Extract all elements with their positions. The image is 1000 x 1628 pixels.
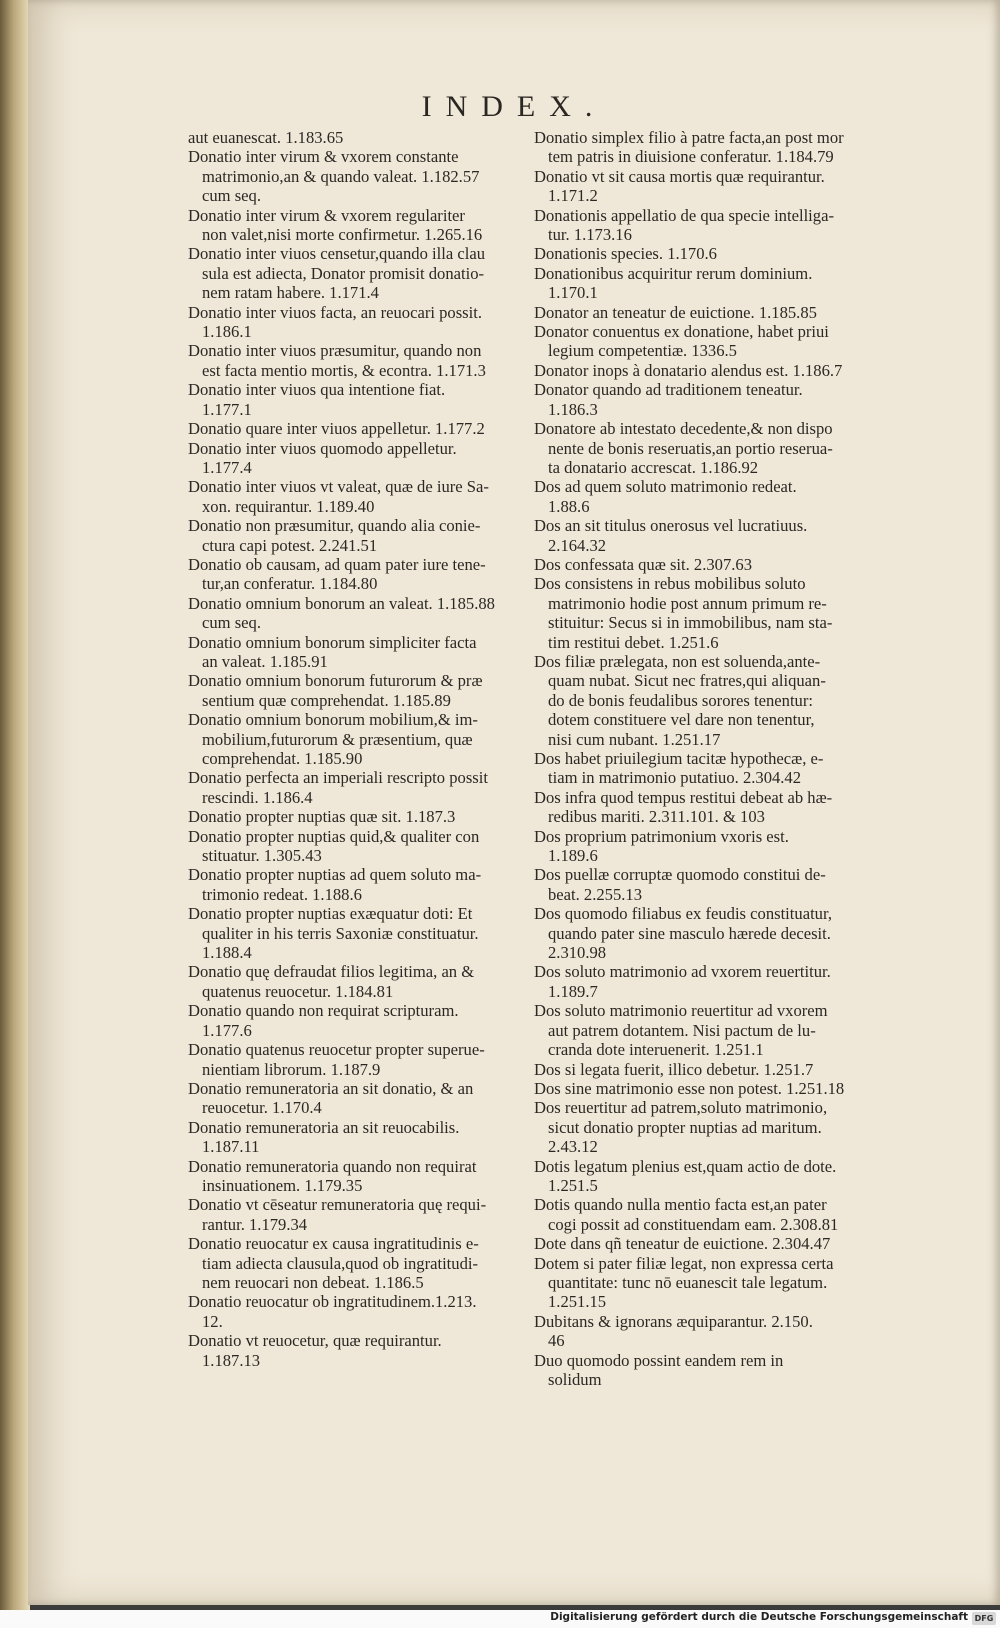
index-entry-line: Donatio omnium bonorum mobilium,& im- [188,710,478,730]
index-entry-line: quantitate: tunc nō euanescit tale legatum. [548,1272,828,1292]
index-entry-line: stituatur. 1.305.43 [202,846,322,866]
index-entry-line: redibus mariti. 2.311.101. & 103 [548,807,765,827]
index-entry-line: tur. 1.173.16 [548,225,632,245]
index-entry-line: Donatio inter viuos præsumitur, quando non [188,341,482,361]
index-entry-line: Donatio ob causam, ad quam pater iure tene- [188,554,486,574]
index-entry-line: 2.164.32 [548,535,607,555]
index-entry-line: Donatio remuneratoria an sit donatio, & an [188,1078,474,1098]
index-entry-line: Donator an teneatur de euictione. 1.185.85 [534,302,817,322]
index-entry-line: qualiter in his terris Saxoniæ constituatur. [202,923,479,943]
index-entry-line: Dos confessata quæ sit. 2.307.63 [534,554,753,574]
index-entry-line: Dos soluto matrimonio ad vxorem reuertitur. [534,962,831,982]
index-entry [534,962,914,1001]
index-entry-line: Donator quando ad traditionem teneatur. [534,380,803,400]
index-entry [188,1157,550,1196]
index-entry-line: nientiam librorum. 1.187.9 [202,1059,381,1079]
index-entry-line: Donatio propter nuptias exæquatur doti: Et [188,904,473,924]
index-entry-line: Donatio inter viuos quomodo appelletur. [188,438,457,458]
index-entry-line: 1.186.3 [548,399,598,419]
index-entry [188,827,550,866]
index-entry-line: quam nubat. Sicut nec fratres,qui aliquan- [548,671,826,691]
index-entry-line: quando pater sine masculo hærede decesit. [548,923,831,943]
index-entry-line: nem ratam habere. 1.171.4 [202,283,379,303]
index-entry-line: 1.188.4 [202,943,252,963]
index-entry [188,865,550,904]
index-entry-line: 1.251.15 [548,1292,607,1312]
index-entry [188,768,550,807]
index-entry [534,264,914,303]
index-entry-line: Donatio propter nuptias ad quem soluto ma- [188,865,482,885]
index-entry [188,807,550,826]
index-entry-line: Donatio inter viuos censetur,quando illa clau [188,244,486,264]
index-entry [534,477,914,516]
index-entry-line: xon. requirantur. 1.189.40 [202,496,375,516]
index-entry-line: Dotis legatum plenius est,quam actio de dote. [534,1156,837,1176]
index-entry-line: 1.177.6 [202,1020,252,1040]
index-entry-line: non valet,nisi morte confirmetur. 1.265.16 [202,225,483,245]
index-entry [534,1312,914,1351]
index-entry-line: matrimonio,an & quando valeat. 1.182.57 [202,166,480,186]
index-entry [188,206,550,245]
dfg-logo: DFG [972,1612,996,1625]
index-entry [534,244,914,263]
index-entry-line: rescindi. 1.186.4 [202,787,313,807]
index-entry-line: matrimonio hodie post annum primum re- [548,593,827,613]
index-entry-line: 1.187.11 [202,1137,260,1157]
index-entry [534,322,914,361]
index-entry [534,865,914,904]
index-entry-line: tim restitui debet. 1.251.6 [548,632,719,652]
index-column-left [188,128,550,1370]
index-entry [188,1079,550,1118]
index-entry-line: Donatio omnium bonorum simpliciter facta [188,632,477,652]
index-entry-line: aut patrem dotantem. Nisi pactum de lu- [548,1020,816,1040]
index-entry-line: Donatio omnium bonorum futurorum & præ [188,671,483,691]
index-entry-line: Donatio inter virum & vxorem constante [188,147,459,167]
index-entry-line: Dos sine matrimonio esse non potest. 1.251.18 [534,1078,845,1098]
index-entry [188,594,550,633]
index-entry [534,1234,914,1253]
index-entry [534,1001,914,1059]
index-entry [534,361,914,380]
index-entry-line: mobilium,futurorum & præsentium, quæ [202,729,473,749]
index-entry-line: 1.177.1 [202,399,252,419]
index-entry [188,147,550,205]
index-entry-line: Donatio omnium bonorum an valeat. 1.185.88 [188,593,495,613]
index-entry-line: Dos soluto matrimonio reuertitur ad vxorem [534,1001,828,1021]
index-entry [188,633,550,672]
index-entry [188,341,550,380]
index-entry-line: tur,an conferatur. 1.184.80 [202,574,378,594]
index-entry [188,1001,550,1040]
index-entry-line: 1.88.6 [548,496,590,516]
index-entry-line: Donatio reuocatur ob ingratitudinem.1.213. [188,1292,477,1312]
index-entry-line: Donationis species. 1.170.6 [534,244,717,264]
index-entry-line: stituitur: Secus si in immobilibus, nam sta- [548,613,833,633]
index-entry-line: Donator inops à donatario alendus est. 1.186.7 [534,360,843,380]
index-entry-line: Donatore ab intestato decedente,& non dispo [534,419,833,439]
index-entry-line: Donatio quę defraudat filios legitima, an & [188,962,475,982]
index-entry [188,380,550,419]
index-entry [534,380,914,419]
index-entry [188,1234,550,1292]
index-entry-line: 1.170.1 [548,283,598,303]
index-entry [534,555,914,574]
index-entry [188,516,550,555]
index-entry-line: Donatio vt cēseatur remuneratoria quę requi- [188,1195,487,1215]
index-entry-line: quatenus reuocetur. 1.184.81 [202,981,394,1001]
index-entry-line: tiam adiecta clausula,quod ob ingratitudi- [202,1253,479,1273]
index-entry-line: tem patris in diuisione conferatur. 1.184.79 [548,147,834,167]
index-entry-line: Donatio inter viuos facta, an reuocari possit. [188,302,482,322]
index-entry-line: ta donatario accrescat. 1.186.92 [548,457,759,477]
index-entry-line: Dos consistens in rebus mobilibus soluto [534,574,806,594]
index-entry-line: cum seq. [202,186,261,206]
index-entry-line: Dotis quando nulla mentio facta est,an pater [534,1195,827,1215]
index-entry-line: cogi possit ad constituendam eam. 2.308.81 [548,1214,839,1234]
index-entry-line: dotem constituere vel dare non tenentur, [548,710,815,730]
index-entry-line: legium competentiæ. 1336.5 [548,341,737,361]
index-entry [534,1079,914,1098]
index-entry-line: ctura capi potest. 2.241.51 [202,535,378,555]
index-entry [188,128,550,147]
index-entry-line: 1.177.4 [202,457,252,477]
index-entry-line: Donationibus acquiritur rerum dominium. [534,263,813,283]
index-entry-line: nem reuocari non debeat. 1.186.5 [202,1272,424,1292]
index-entry-line: Dos proprium patrimonium vxoris est. [534,826,789,846]
index-entry-line: do de bonis feudalibus sorores tenentur: [548,690,813,710]
index-entry [188,419,550,438]
index-entry-line: tiam in matrimonio putatiuo. 2.304.42 [548,768,802,788]
index-entry-line: 46 [548,1331,565,1351]
index-entry-line: Dos filiæ prælegata, non est soluenda,ante- [534,651,821,671]
index-entry-line: Dos ad quem soluto matrimonio redeat. [534,477,797,497]
index-entry [534,167,914,206]
index-entry-line: Donatio non præsumitur, quando alia conie- [188,516,481,536]
index-entry-line: 1.189.6 [548,846,598,866]
index-entry [188,1118,550,1157]
index-entry-line: Donatio vt reuocetur, quæ requirantur. [188,1331,442,1351]
book-edge [0,0,30,1610]
index-entry [188,555,550,594]
index-entry-line: nisi cum nubant. 1.251.17 [548,729,721,749]
index-entry-line: 1.187.13 [202,1350,261,1370]
footer-credit: Digitalisierung gefördert durch die Deutsche Forschungsgemeinschaft [550,1611,968,1623]
index-entry-line: cum seq. [202,613,261,633]
index-entry-line: 12. [202,1311,223,1331]
index-entry-line: Donatio inter viuos vt valeat, quæ de iure Sa- [188,477,489,497]
index-entry-line: est facta mentio mortis, & econtra. 1.171.3 [202,360,486,380]
index-entry-line: Donatio vt sit causa mortis quæ requirantur. [534,166,825,186]
index-entry-line: Dote dans qñ teneatur de euictione. 2.304.47 [534,1234,831,1254]
index-entry-line: Donatio propter nuptias quid,& qualiter con [188,826,480,846]
index-entry [188,1040,550,1079]
index-entry-line: 1.251.5 [548,1175,598,1195]
index-column-right [534,128,914,1389]
index-entry-line: 1.186.1 [202,322,252,342]
index-entry-line: trimonio redeat. 1.188.6 [202,884,362,904]
index-entry-line: sicut donatio propter nuptias ad maritum. [548,1117,822,1137]
index-entry [188,477,550,516]
index-entry [188,710,550,768]
index-entry [534,1254,914,1312]
index-entry [188,671,550,710]
page-header: INDEX. [421,90,607,123]
index-entry [188,962,550,1001]
index-entry-line: cranda dote interuenerit. 1.251.1 [548,1040,764,1060]
index-entry-line: 2.310.98 [548,943,607,963]
index-entry-line: Dubitans & ignorans æquiparantur. 2.150. [534,1311,813,1331]
index-entry [534,303,914,322]
index-entry-line: Donatio propter nuptias quæ sit. 1.187.3 [188,807,456,827]
index-entry-line: Dos an sit titulus onerosus vel lucratiuus. [534,516,808,536]
index-entry-line: Donatio remuneratoria an sit reuocabilis. [188,1117,460,1137]
index-entry [188,1292,550,1331]
index-entry [534,1098,914,1156]
index-entry-line: reuocetur. 1.170.4 [202,1098,322,1118]
index-entry-line: beat. 2.255.13 [548,884,643,904]
index-entry-line: rantur. 1.179.34 [202,1214,308,1234]
index-entry [534,574,914,652]
index-entry-line: 1.189.7 [548,981,598,1001]
index-entry-line: Dos puellæ corruptæ quomodo constitui de- [534,865,826,885]
index-entry-line: Duo quomodo possint eandem rem in [534,1350,784,1370]
index-entry-line: Dotem si pater filiæ legat, non expressa certa [534,1253,834,1273]
index-entry [534,516,914,555]
index-entry [534,206,914,245]
index-entry-line: Donatio inter virum & vxorem regulariter [188,205,465,225]
index-entry-line: Donatio quando non requirat scripturam. [188,1001,459,1021]
index-entry-line: Donatio perfecta an imperiali rescripto possit [188,768,488,788]
index-entry [534,788,914,827]
index-entry-line: an valeat. 1.185.91 [202,651,328,671]
index-entry [188,1195,550,1234]
index-entry [534,1351,914,1390]
index-entry [188,1331,550,1370]
index-entry-line: Donatio quatenus reuocetur propter superue- [188,1040,485,1060]
index-entry-line: 2.43.12 [548,1137,598,1157]
index-entry-line: Donatio simplex filio à patre facta,an post mor [534,128,844,147]
index-entry-line: Donatio reuocatur ex causa ingratitudinis e- [188,1234,479,1254]
index-entry [534,1195,914,1234]
index-entry [188,904,550,962]
index-entry [534,904,914,962]
index-entry-line: aut euanescat. 1.183.65 [188,128,344,147]
index-entry-line: 1.171.2 [548,186,598,206]
index-entry [188,439,550,478]
index-entry-line: Dos habet priuilegium tacitæ hypothecæ, e- [534,749,824,768]
index-entry-line: Dos si legata fuerit, illico debetur. 1.251.7 [534,1059,814,1079]
index-entry-line: Donatio remuneratoria quando non requirat [188,1156,477,1176]
index-entry [534,652,914,749]
index-entry-line: Donatio quare inter viuos appelletur. 1.177.2 [188,419,485,439]
index-entry-line: Dos reuertitur ad patrem,soluto matrimonio, [534,1098,828,1118]
index-entry [534,419,914,477]
index-entry-line: comprehendat. 1.185.90 [202,749,363,768]
index-entry-line: Dos quomodo filiabus ex feudis constituatur, [534,904,832,924]
index-entry [534,1157,914,1196]
index-entry [534,749,914,788]
index-entry-line: Dos infra quod tempus restitui debeat ab hæ- [534,787,833,807]
index-entry-line: sentium quæ comprehendat. 1.185.89 [202,690,451,710]
index-entry-line: sula est adiecta, Donator promisit donatio- [202,263,485,283]
index-entry-line: Donator conuentus ex donatione, habet priui [534,322,829,342]
index-entry-line: insinuationem. 1.179.35 [202,1175,363,1195]
index-entry-line: Donationis appellatio de qua specie intelliga- [534,205,834,225]
index-entry [534,128,914,167]
index-entry [188,303,550,342]
index-entry [534,827,914,866]
index-entry-line: solidum [548,1370,602,1389]
index-entry [188,244,550,302]
index-entry [534,1060,914,1079]
index-entry-line: nente de bonis reseruatis,an portio reserua- [548,438,833,458]
index-entry-line: Donatio inter viuos qua intentione fiat. [188,380,446,400]
